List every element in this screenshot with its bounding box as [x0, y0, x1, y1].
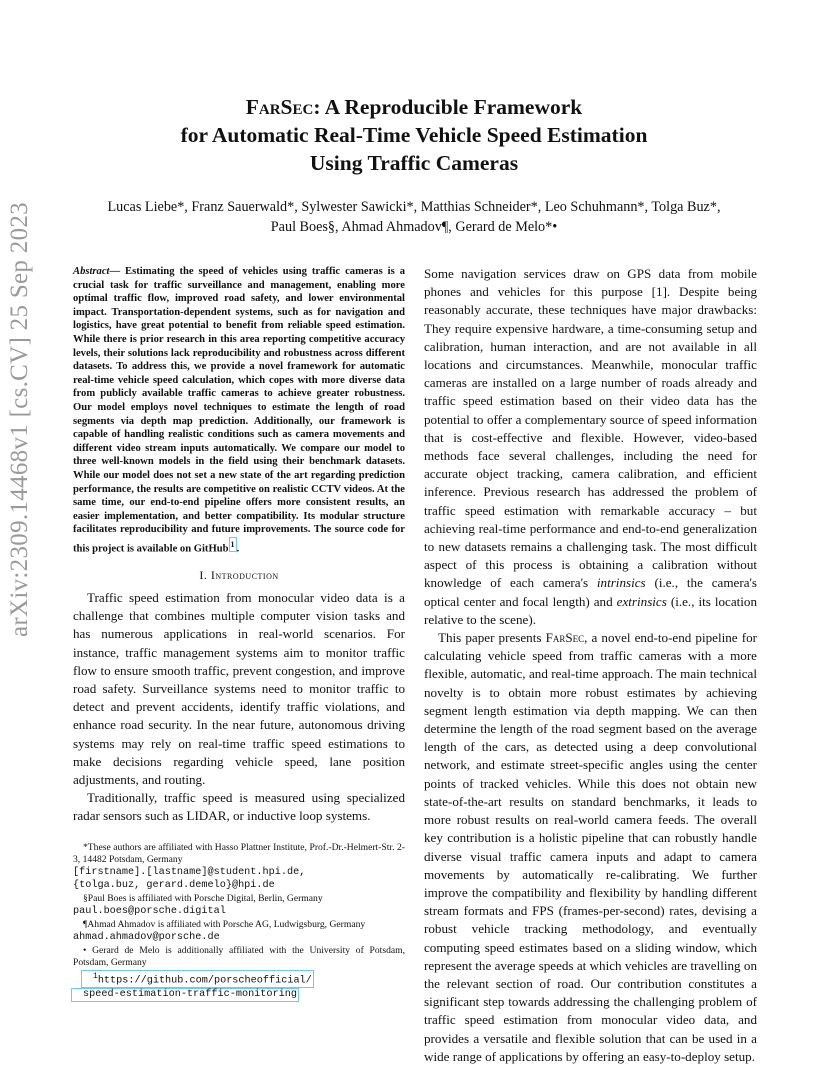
- author-list: [70, 197, 758, 237]
- github-footnote-mark: 1: [93, 972, 98, 981]
- footnote-boes-text: §Paul Boes is affiliated with Porsche Digital, Berlin, Germany: [83, 893, 323, 904]
- authors-line2: Paul Boes§, Ahmad Ahmadov¶, Gerard de Melo*•: [270, 219, 558, 235]
- right-para1-a: Some navigation services draw on GPS data from mobile phones and vehicles for this purpose [1]. Despite being reasonably accurate, these techniques have major drawbacks: They require expensive hardware, a time-consuming setup and calibration, human interaction, and are not available in all locations and circumstances. Meanwhile, monocular traffic cameras are installed on a large number of roads already and traffic speed estimation based on their video data has the potential to offer a complementary source of speed information that is cost-effective and flexible. However, video-based methods face several challenges, including the need for accurate object tracking, camera calibration, and efficient inference. Previous research has addressed the problem of traffic speed estimation with remarkable accuracy – but achieving real-time performance and end-to-end generalization to new datasets remains a challenging task. The most difficult aspect of this process is obtaining a calibration without knowledge of each camera's: [424, 266, 757, 591]
- title-line3: Using Traffic Cameras: [309, 151, 519, 175]
- footnote-github: [73, 970, 405, 1002]
- right-para2-b: , a novel end-to-end pipeline for calculating vehicle speed from traffic cameras with a more flexible, automatic, and real-time approach. The main technical novelty is to obtain more robust estimates by achieving segment length estimation via depth mapping. We can then determine the length of the road segment based on the average length of the cars, as detected using a deep convolutional network, and estimate street-specific angles using the center points of tracked vehicles. While this does not obtain new state-of-the-art results on standard benchmarks, it leads to more robust results on real-world camera feeds. The overall key contribution is a holistic pipeline that can robustly handle diverse visual traffic camera inputs and adapt to camera movements by automatically re-calibrating. We further improve the compatibility and flexibility by handling different stream formats and FPS (frames-per-second) rates, devising a robust vehicle tracking methodology, and eventually computing speed estimates based on a sliding window, which represent the average speeds at which vehicles are travelling on the relevant section of road. Our contribution constitutes a significant step towards addressing the challenging problem of traffic speed estimation from monocular video data, and provides a versatile and flexible solution that can be used in a wide range of applications by offering an easy-to-deploy setup.: [424, 630, 757, 1064]
- intro-para2: Traditionally, traffic speed is measured using specialized radar sensors such as LIDAR, or inductive loop systems.: [73, 790, 405, 824]
- left-column: [73, 265, 405, 826]
- authors-line1: Lucas Liebe*, Franz Sauerwald*, Sylwester Sawicki*, Matthias Schneider*, Leo Schuhmann*, Tolga Buz*,: [107, 199, 721, 215]
- github-url-part1: https://github.com/porscheofficial/: [97, 975, 312, 987]
- abstract-end: .: [236, 543, 240, 555]
- term-intrinsics: intrinsics: [596, 575, 646, 591]
- footnote-affiliation-potsdam: • Gerard de Melo is additionally affiliated with the University of Potsdam, Potsdam, Germany: [73, 945, 405, 968]
- footnote-affiliation-porsche-ag: [73, 919, 405, 944]
- intro-para1: Traffic speed estimation from monocular video data is a challenge that combines multiple computer vision tasks and has numerous applications in real-world scenarios. For instance, traffic management systems aim to monitor traffic flow to ensure smooth traffic, prevent congestion, and improve road safety. Surveillance systems need to monitor traffic to detect and prevent accidents, identify traffic violations, and enhance road security. In the near future, autonomous driving systems may rely on real-time traffic speed estimations to make decisions regarding vehicle speed, lane position adjustments, and routing.: [73, 590, 405, 788]
- right-para1: [424, 265, 757, 629]
- abstract-label: Abstract: [73, 266, 110, 277]
- email-hpi: {tolga.buz, gerard.demelo}@hpi.de: [73, 880, 275, 891]
- right-column: [424, 265, 757, 1066]
- section-heading: [73, 568, 405, 583]
- arxiv-stamp: arXiv:2309.14468v1 [cs.CV] 25 Sep 2023: [6, 202, 33, 638]
- section-number: I.: [199, 568, 208, 582]
- github-link-continued[interactable]: [71, 988, 299, 1002]
- abstract: [73, 265, 405, 556]
- framework-name-inline: FarSec: [545, 630, 585, 646]
- footnote-ahmadov-text: ¶Ahmad Ahmadov is affiliated with Porsche AG, Ludwigsburg, Germany: [83, 919, 366, 930]
- right-para1-b: (i.e., the camera's optical center and focal length) and: [424, 575, 757, 609]
- footnote-affiliation-porsche-digital: [73, 893, 405, 918]
- github-link[interactable]: [81, 970, 314, 988]
- right-para2-a: This paper presents: [438, 630, 546, 646]
- abstract-text: — Estimating the speed of vehicles using traffic cameras is a crucial task for traffic surveillance and management, enabling more optimal traffic flow, improved road safety, and lower environmental impact. Transportation-dependent systems, such as for navigation and logistics, have great potential to benefit from reliable speed estimation. While there is prior research in this area reporting competitive accuracy levels, their solutions lack reproducibility and robustness across different datasets. To address this, we provide a novel framework for automatic real-time vehicle speed calculation, which copes with more diverse data from publicly available traffic cameras to achieve greater robustness. Our model employs novel techniques to estimate the length of road segments via depth map prediction. Additionally, our framework is capable of handling realistic conditions such as camera movements and different video stream inputs automatically. We compare our model to three well-known models in the field using their benchmark datasets. While our model does not set a new state of the art regarding prediction performance, the results are competitive on realistic CCTV videos. At the same time, our end-to-end pipeline offers more consistent results, an easier implementation, and better compatibility. Its modular structure facilitates reproducibility and future improvements. The source code for this project is available on GitHub: [73, 266, 405, 555]
- intro-body: [73, 589, 405, 826]
- title-line2: for Automatic Real-Time Vehicle Speed Estimation: [180, 123, 648, 147]
- footnotes: [73, 842, 405, 1003]
- footnote-link[interactable]: 1: [229, 537, 237, 553]
- term-extrinsics: extrinsics: [616, 593, 667, 609]
- footnote-hpi-text: *These authors are affiliated with Hasso Plattner Institute, Prof.-Dr.-Helmert-Str. 2-3, 14482 Potsdam, Germany: [73, 842, 405, 865]
- section-title: Introduction: [210, 568, 279, 582]
- right-para2: [424, 629, 757, 1066]
- github-url-part2: speed-estimation-traffic-monitoring: [83, 989, 297, 1001]
- email-ahmadov: ahmad.ahmadov@porsche.de: [73, 932, 220, 943]
- email-students: [firstname].[lastname]@student.hpi.de,: [73, 867, 306, 878]
- paper-title: [0, 93, 828, 177]
- footnote-affiliation-hpi: [73, 842, 405, 892]
- email-boes: paul.boes@porsche.digital: [73, 906, 226, 917]
- title-line1: : A Reproducible Framework: [313, 95, 583, 119]
- framework-name: FarSec: [245, 95, 314, 119]
- right-para1-c: (i.e., its location relative to the scene).: [424, 593, 758, 627]
